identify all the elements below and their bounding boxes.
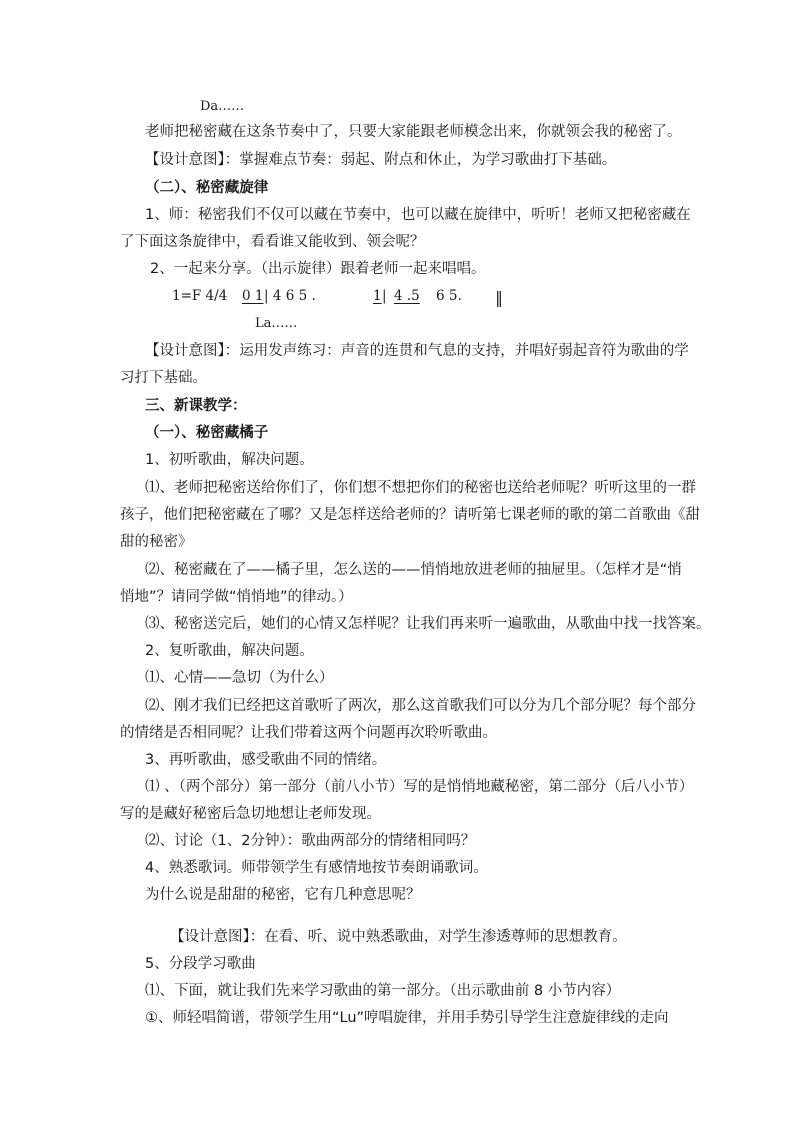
paragraph-line: 老师把秘密藏在这条节奏中了，只要大家能跟老师模念出来，你就领会我的秘密了。 xyxy=(145,124,682,140)
paragraph-line: 习打下基础。 xyxy=(120,370,207,386)
paragraph-line: 了下面这条旋律中，看看谁又能收到、领会呢？ xyxy=(120,234,425,250)
paragraph-line: ⑴、下面，就让我们先来学习歌曲的第一部分。（出示歌曲前 8 小节内容） xyxy=(145,983,621,999)
paragraph-line: ①、师轻唱简谱，带领学生用“Lu”哼唱旋律，并用手势引导学生注意旋律线的走向 xyxy=(145,1010,669,1026)
paragraph-line: 的情绪是否相同呢？让我们带着这两个问题再次聆听歌曲。 xyxy=(120,725,497,741)
design-intent-line: 【设计意图】：运用发声练习：声音的连贯和气息的支持，并唱好弱起音符为歌曲的学 xyxy=(145,343,689,359)
paragraph-line: 悄地”？请同学做“悄悄地”的律动。） xyxy=(120,589,353,605)
paragraph-line: ⑵、讨论（1、2分钟）：歌曲两部分的情绪相同吗？ xyxy=(145,833,476,849)
notation-barline: | xyxy=(382,288,387,304)
paragraph-line: ⑵、刚才我们已经把这首歌听了两次，那么这首歌我们可以分为几个部分呢？每个部分 xyxy=(145,698,696,714)
notation-key: 1=F 4/4 xyxy=(172,288,228,304)
design-intent-line: 【设计意图】：掌握难点节奏：弱起、附点和休止，为学习歌曲打下基础。 xyxy=(145,152,617,168)
paragraph-line: ⑴、老师把秘密送给你们了，你们想不想把你们的秘密也送给老师呢？听听这里的一群 xyxy=(145,480,696,496)
paragraph-line: 2、一起来分享。（出示旋律）跟着老师一起来唱唱。 xyxy=(150,261,486,277)
notation-dotted-note: 4 .5 xyxy=(394,288,420,304)
notation-pickup: 0 1 xyxy=(242,288,264,304)
paragraph-line: ⑶、秘密送完后，她们的心情又怎样呢？让我们再来听一遍歌曲，从歌曲中找一找答案。 xyxy=(145,616,711,632)
design-intent-line: 【设计意图】：在看、听、说中熟悉歌曲，对学生渗透尊师的思想教育。 xyxy=(170,929,627,945)
notation-end-barline: ‖ xyxy=(495,288,503,307)
paragraph-line: 为什么说是甜甜的秘密，它有几种意思呢？ xyxy=(145,887,421,903)
paragraph-line: ⑴ 、（两个部分）第一部分（前八小节）写的是悄悄地藏秘密，第二部分（后八小节） xyxy=(145,779,694,795)
notation-note: 1 xyxy=(373,288,382,304)
section-heading: （二）、秘密藏旋律 xyxy=(145,180,269,196)
paragraph-line: 4、熟悉歌词。师带领学生有感情地按节奏朗诵歌词。 xyxy=(145,860,488,876)
paragraph-line: 2、复听歌曲，解决问题。 xyxy=(145,643,314,659)
paragraph-line: 甜的秘密》 xyxy=(120,534,193,550)
paragraph-line: 5、分段学习歌曲 xyxy=(145,956,256,972)
notation-tail: 6 5. xyxy=(436,288,462,304)
syllable-da: Da…… xyxy=(200,99,245,114)
section-heading: （一）、秘密藏橘子 xyxy=(145,425,269,441)
paragraph-line: 写的是藏好秘密后急切地想让老师发现。 xyxy=(120,806,381,822)
section-heading: 三、新课教学： xyxy=(145,398,247,414)
paragraph-line: 3、再听歌曲，感受歌曲不同的情绪。 xyxy=(145,752,387,768)
paragraph-line: 1、师：秘密我们不仅可以藏在节奏中，也可以藏在旋律中，听听！老师又把秘密藏在 xyxy=(145,207,691,223)
syllable-la: La…… xyxy=(255,316,298,331)
paragraph-line: ⑴、心情——急切（为什么） xyxy=(145,670,334,686)
notation-bar1: | 4 6 5 . xyxy=(264,288,316,304)
paragraph-line: ⑵、秘密藏在了——橘子里，怎么送的——悄悄地放进老师的抽屉里。（怎样才是“悄 xyxy=(145,562,682,578)
paragraph-line: 1、初听歌曲，解决问题。 xyxy=(145,452,314,468)
paragraph-line: 孩子，他们把秘密藏在了哪？又是怎样送给老师的？请听第七课老师的歌的第二首歌曲《甜 xyxy=(120,507,700,523)
